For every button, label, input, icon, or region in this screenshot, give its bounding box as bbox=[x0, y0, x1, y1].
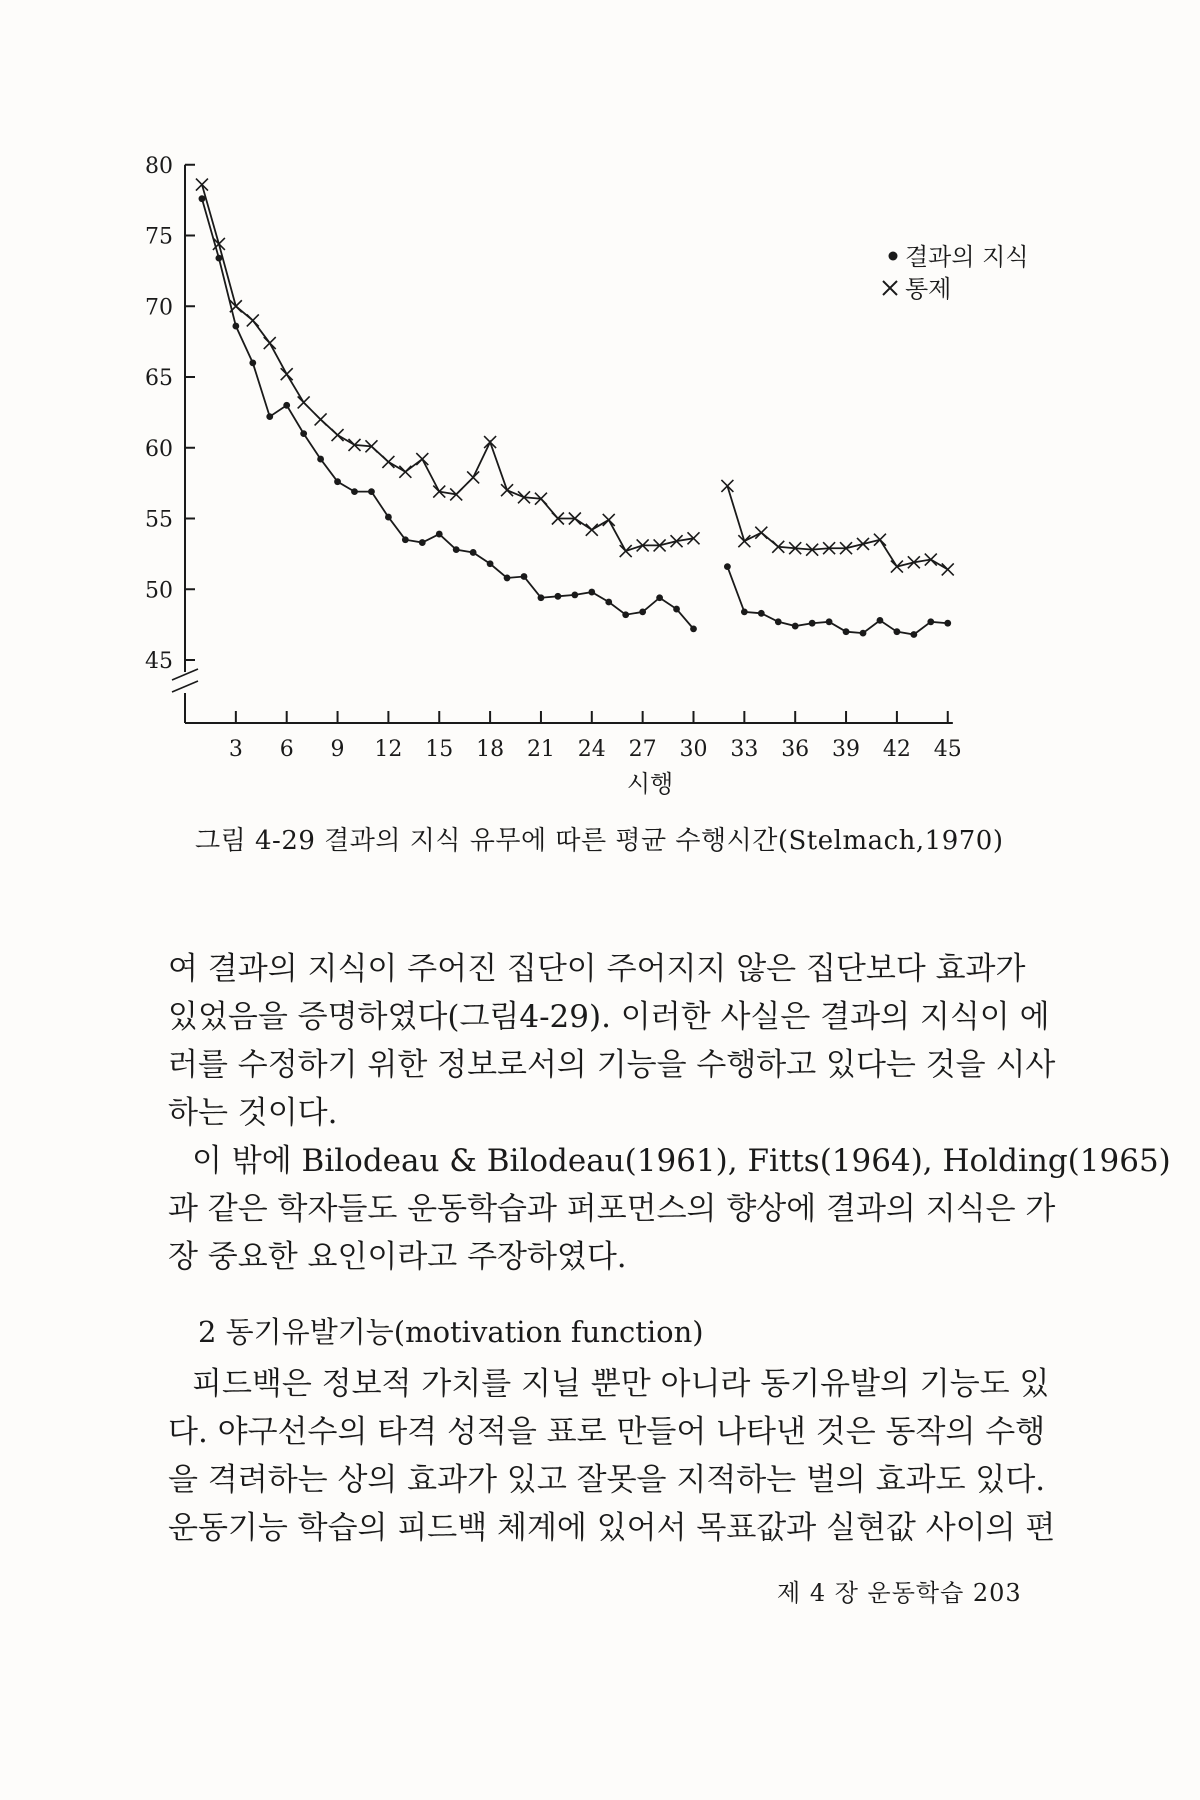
data-point-dot bbox=[470, 549, 477, 556]
series-line bbox=[727, 486, 947, 569]
x-tick-label: 30 bbox=[679, 737, 708, 762]
data-point-dot bbox=[843, 628, 850, 635]
data-point-cross bbox=[247, 314, 259, 326]
x-tick-label: 36 bbox=[781, 737, 810, 762]
data-point-dot bbox=[300, 430, 307, 437]
data-point-dot bbox=[351, 488, 358, 495]
data-point-cross bbox=[738, 535, 750, 547]
data-point-dot bbox=[622, 611, 629, 618]
data-point-dot bbox=[656, 594, 663, 601]
y-tick-label: 75 bbox=[145, 224, 173, 250]
data-point-cross bbox=[603, 514, 615, 526]
data-point-cross bbox=[196, 179, 208, 191]
data-point-dot bbox=[758, 610, 765, 617]
y-tick-label: 70 bbox=[145, 295, 173, 321]
x-tick-label: 12 bbox=[374, 737, 403, 762]
text-line: 러를 수정하기 위한 정보로서의 기능을 수행하고 있다는 것을 시사 bbox=[168, 1047, 1056, 1083]
data-point-cross bbox=[467, 471, 479, 483]
data-point-dot bbox=[436, 531, 443, 538]
text-line: 있었음을 증명하였다(그림4-29). 이러한 사실은 결과의 지식이 에 bbox=[168, 999, 1050, 1035]
data-point-dot bbox=[639, 608, 646, 615]
data-point-dot bbox=[385, 514, 392, 521]
paragraph-1 bbox=[168, 945, 1056, 1137]
paragraph-2 bbox=[168, 1137, 1171, 1281]
data-point-dot bbox=[588, 589, 595, 596]
data-point-dot bbox=[894, 628, 901, 635]
data-point-dot bbox=[555, 593, 562, 600]
y-tick-label: 80 bbox=[145, 153, 173, 179]
data-point-cross bbox=[620, 545, 632, 557]
data-point-dot bbox=[775, 618, 782, 625]
text-line: 장 중요한 요인이라고 주장하였다. bbox=[168, 1239, 627, 1275]
x-axis-label: 시행 bbox=[626, 770, 674, 798]
x-tick-label: 6 bbox=[279, 737, 294, 762]
x-tick-label: 42 bbox=[882, 737, 911, 762]
y-tick-label: 50 bbox=[145, 578, 173, 604]
data-point-cross bbox=[484, 436, 496, 448]
data-point-cross bbox=[264, 337, 276, 349]
data-point-dot bbox=[199, 195, 206, 202]
paragraph-3 bbox=[168, 1360, 1056, 1552]
figure-caption: 그림 4-29 결과의 지식 유무에 따른 평균 수행시간(Stelmach,1970) bbox=[195, 826, 1004, 856]
performance-time-chart bbox=[0, 0, 1200, 820]
data-point-dot bbox=[283, 402, 290, 409]
data-point-dot bbox=[741, 608, 748, 615]
data-point-dot bbox=[690, 625, 697, 632]
data-point-cross bbox=[382, 456, 394, 468]
data-point-dot bbox=[402, 536, 409, 543]
data-point-cross bbox=[298, 396, 310, 408]
text-line: 과 같은 학자들도 운동학습과 퍼포먼스의 향상에 결과의 지식은 가 bbox=[168, 1191, 1056, 1227]
data-point-dot bbox=[826, 618, 833, 625]
data-point-dot bbox=[453, 546, 460, 553]
y-tick-label: 55 bbox=[145, 507, 173, 533]
axis-break-mark bbox=[172, 681, 198, 692]
text-line: 여 결과의 지식이 주어진 집단이 주어지지 않은 집단보다 효과가 bbox=[168, 951, 1026, 987]
x-tick-label: 18 bbox=[476, 737, 505, 762]
data-point-dot bbox=[809, 620, 816, 627]
data-point-cross bbox=[755, 527, 767, 539]
legend-label: 결과의 지식 bbox=[905, 243, 1029, 271]
data-point-cross bbox=[501, 484, 513, 496]
text-line: 이 밖에 Bilodeau & Bilodeau(1961), Fitts(1964), Holding(1965) bbox=[192, 1143, 1171, 1179]
text-line: 하는 것이다. bbox=[168, 1095, 338, 1131]
page-footer: 제 4 장 운동학습 203 bbox=[777, 1579, 1022, 1607]
y-tick-label: 60 bbox=[145, 436, 173, 462]
data-point-dot bbox=[368, 488, 375, 495]
data-point-cross bbox=[281, 368, 293, 380]
data-point-cross bbox=[857, 538, 869, 550]
x-tick-label: 15 bbox=[425, 737, 454, 762]
legend-cross-marker bbox=[883, 281, 897, 295]
data-point-dot bbox=[673, 606, 680, 613]
data-point-dot bbox=[724, 563, 731, 570]
y-tick-label: 65 bbox=[145, 366, 173, 391]
data-point-cross bbox=[416, 453, 428, 465]
data-point-dot bbox=[927, 618, 934, 625]
text-line: 을 격려하는 상의 효과가 있고 잘못을 지적하는 벌의 효과도 있다. bbox=[168, 1462, 1046, 1498]
data-point-dot bbox=[860, 630, 867, 637]
text-line: 다. 야구선수의 타격 성적을 표로 만들어 나타낸 것은 동작의 수행 bbox=[168, 1414, 1046, 1450]
data-point-cross bbox=[891, 561, 903, 573]
data-point-dot bbox=[538, 594, 545, 601]
data-point-dot bbox=[792, 623, 799, 630]
data-point-dot bbox=[504, 575, 511, 582]
data-point-cross bbox=[721, 480, 733, 492]
data-point-cross bbox=[586, 524, 598, 536]
x-tick-label: 27 bbox=[628, 737, 657, 762]
data-point-dot bbox=[317, 456, 324, 463]
x-tick-label: 21 bbox=[526, 737, 555, 762]
data-point-dot bbox=[877, 617, 884, 624]
x-tick-label: 45 bbox=[933, 737, 962, 762]
data-point-dot bbox=[487, 560, 494, 567]
data-point-dot bbox=[910, 631, 917, 638]
data-point-dot bbox=[605, 599, 612, 606]
legend-label: 통제 bbox=[905, 275, 952, 303]
data-point-dot bbox=[521, 573, 528, 580]
data-point-cross bbox=[399, 466, 411, 478]
data-point-cross bbox=[315, 413, 327, 425]
section-heading: 2 동기유발기능(motivation function) bbox=[198, 1315, 704, 1349]
data-point-dot bbox=[334, 478, 341, 485]
x-tick-label: 39 bbox=[832, 737, 861, 762]
legend-dot-marker bbox=[889, 252, 898, 261]
text-line: 피드백은 정보적 가치를 지닐 뿐만 아니라 동기유발의 기능도 있 bbox=[192, 1366, 1050, 1402]
series-line bbox=[727, 567, 947, 635]
data-point-dot bbox=[249, 359, 256, 366]
data-point-dot bbox=[419, 539, 426, 546]
data-point-cross bbox=[874, 534, 886, 546]
data-point-dot bbox=[266, 413, 273, 420]
data-point-dot bbox=[232, 323, 239, 330]
x-tick-label: 3 bbox=[228, 737, 243, 762]
x-tick-label: 24 bbox=[577, 737, 606, 762]
data-point-cross bbox=[332, 429, 344, 441]
text-line: 운동기능 학습의 피드백 체계에 있어서 목표값과 실현값 사이의 편 bbox=[168, 1510, 1056, 1546]
data-point-dot bbox=[571, 592, 578, 599]
series-line bbox=[202, 199, 694, 629]
x-tick-label: 9 bbox=[330, 737, 345, 762]
y-tick-label: 45 bbox=[145, 649, 173, 674]
data-point-cross bbox=[942, 563, 954, 575]
series-line bbox=[202, 185, 694, 551]
data-point-dot bbox=[944, 620, 951, 627]
x-tick-label: 33 bbox=[730, 737, 759, 762]
